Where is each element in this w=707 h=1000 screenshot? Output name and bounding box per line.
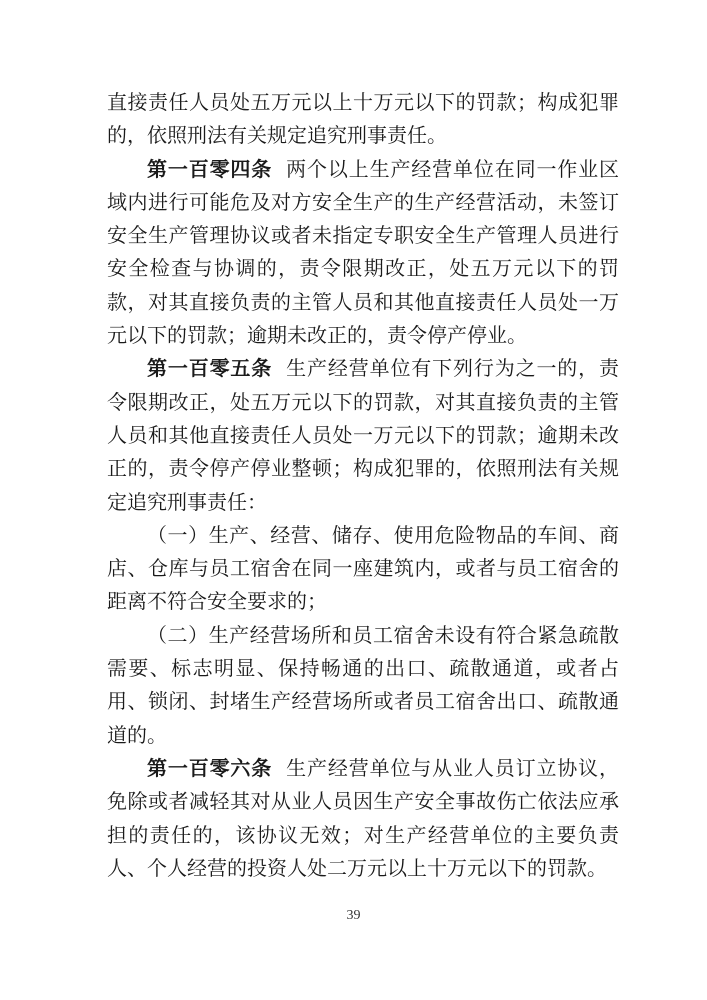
- paragraph-text: （二）生产经营场所和员工宿舍未设有符合紧急疏散需要、标志明显、保持畅通的出口、疏散通道，或者占用、锁闭、封堵生产经营场所或者员工宿舍出口、疏散通道的。: [107, 622, 619, 747]
- paragraph-text: （一）生产、经营、储存、使用危险物品的车间、商店、仓库与员工宿舍在同一座建筑内，或者与员工宿舍的距离不符合安全要求的；: [107, 522, 619, 614]
- document-body: [107, 86, 619, 885]
- list-item-2: [107, 619, 619, 752]
- article-104: [107, 153, 619, 353]
- article-106: [107, 752, 619, 885]
- paragraph-text: 生产经营单位有下列行为之一的，责令限期改正，处五万元以下的罚款，对其直接负责的主管人员和其他直接责任人员处一万元以下的罚款；逾期未改正的，责令停产停业整顿；构成犯罪的，依照刑法有关规定追究刑事责任：: [107, 356, 620, 514]
- article-heading: 第一百零六条: [147, 755, 273, 780]
- paragraph-continuation: [107, 86, 619, 153]
- article-heading: 第一百零五条: [147, 356, 273, 381]
- paragraph-text: 直接责任人员处五万元以上十万元以下的罚款；构成犯罪的，依照刑法有关规定追究刑事责任。: [107, 90, 619, 148]
- list-item-1: [107, 519, 619, 619]
- article-105: [107, 352, 619, 518]
- page-number: 39: [346, 908, 361, 923]
- paragraph-text: 两个以上生产经营单位在同一作业区域内进行可能危及对方安全生产的生产经营活动，未签订安全生产管理协议或者未指定专职安全生产管理人员进行安全检查与协调的，责令限期改正，处五万元以下的罚款，对其直接负责的主管人员和其他直接责任人员处一万元以下的罚款；逾期未改正的，责令停产停业。: [107, 156, 620, 348]
- article-heading: 第一百零四条: [147, 156, 273, 181]
- paragraph-text: 生产经营单位与从业人员订立协议，免除或者减轻其对从业人员因生产安全事故伤亡依法应承担的责任的，该协议无效；对生产经营单位的主要负责人、个人经营的投资人处二万元以上十万元以下的罚款。: [107, 755, 620, 880]
